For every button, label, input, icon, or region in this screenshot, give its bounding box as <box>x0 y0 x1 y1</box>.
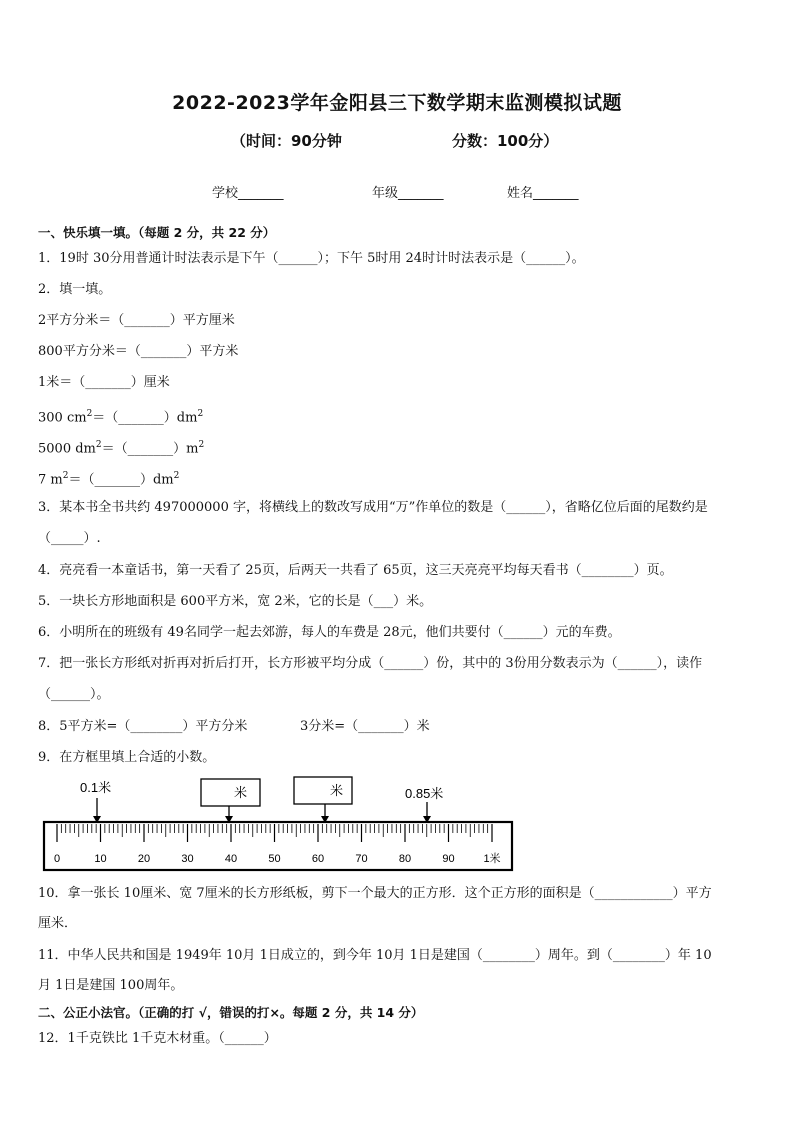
ruler-tick-label: 30 <box>181 853 194 865</box>
question-2b: 800平方分米＝（_______）平方米 <box>38 344 239 359</box>
question-2c: 1米＝（_______）厘米 <box>38 375 170 390</box>
question-8a: 8．5平方米=（________）平方分米 <box>38 719 248 734</box>
question-7-cont: （______）。 <box>38 687 110 702</box>
question-3: 3．某本书全书共约 497000000 字，将横线上的数改写成用“万”作单位的数是（______），省略亿位后面的尾数约是 <box>38 500 708 515</box>
section-2-heading: 二、公正小法官。（正确的打 √，错误的打×。每题 2 分，共 14 分） <box>38 1005 424 1020</box>
exam-time: （时间：90分钟 <box>231 132 342 150</box>
question-4: 4．亮亮看一本童话书，第一天看了 25页，后两天一共看了 65页，这三天亮亮平均每天看书（________）页。 <box>38 563 673 578</box>
ruler-label-left: 0.1米 <box>80 780 112 795</box>
svg-text:米: 米 <box>330 783 344 798</box>
question-6: 6．小明所在的班级有 49名同学一起去郊游，每人的车费是 28元，他们共要付（______）元的车费。 <box>38 625 621 640</box>
svg-text:米: 米 <box>234 785 248 800</box>
grade-field[interactable]: 年级_______ <box>372 186 444 201</box>
answer-box-1 <box>201 779 260 806</box>
question-9: 9．在方框里填上合适的小数。 <box>38 750 216 765</box>
ruler-tick-label: 60 <box>311 853 325 865</box>
section-1-heading: 一、快乐填一填。（每题 2 分，共 22 分） <box>38 225 276 240</box>
ruler-tick-label: 90 <box>442 853 455 865</box>
ruler-tick-label: 10 <box>94 853 107 865</box>
question-11: 11．中华人民共和国是 1949年 10月 1日成立的，到今年 10月 1日是建国（________）周年。到（________）年 10 <box>38 948 712 963</box>
question-2e: 5000 $dm^2=(\_\_\_\_\_\_\_)m^2$ <box>38 440 205 457</box>
question-12: 12．1千克铁比 1千克木材重。（______） <box>38 1031 277 1046</box>
question-8b: 3分米=（_______）米 <box>300 719 430 734</box>
ruler-tick-label: 50 <box>268 853 281 865</box>
question-7: 7．把一张长方形纸对折再对折后打开，长方形被平均分成（______）份，其中的 3份用分数表示为（______），读作 <box>38 656 703 671</box>
question-10-cont: 厘米． <box>38 916 78 931</box>
page-title: 2022-2023学年金阳县三下数学期末监测模拟试题 <box>172 92 622 114</box>
ruler-tick-label: 40 <box>224 853 238 865</box>
question-2f: 7 $m^2=(\_\_\_\_\_\_\_)dm^2$ <box>38 471 180 488</box>
question-3-cont: （_____）. <box>38 531 101 546</box>
question-2: 2．填一填。 <box>38 282 112 297</box>
answer-box-2 <box>294 777 352 804</box>
exam-score: 分数：100分） <box>452 132 559 150</box>
school-field[interactable]: 学校_______ <box>212 186 284 201</box>
question-10: 10．拿一张长 10厘米、宽 7厘米的长方形纸板，剪下一个最大的正方形．这个正方形的面积是（____________）平方 <box>38 886 712 901</box>
ruler-tick-label: 70 <box>355 853 368 865</box>
ruler-figure <box>40 776 520 876</box>
ruler-tick-label: 1米 <box>483 853 501 865</box>
question-2d: 300 $cm^2=(\_\_\_\_\_\_\_)dm^2$ <box>38 409 204 426</box>
ruler-tick-label: 80 <box>398 853 412 865</box>
ruler-tick-label: 20 <box>137 853 151 865</box>
question-11-cont: 月 1日是建国 100周年。 <box>38 978 184 993</box>
ruler-tick-label: 0 <box>53 853 61 865</box>
question-2a: 2平方分米＝（_______）平方厘米 <box>38 313 235 328</box>
ruler-label-right: 0.85米 <box>405 786 444 801</box>
question-1: 1．19时 30分用普通计时法表示是下午（______）；下午 5时用 24时计时法表示是（______）。 <box>38 251 585 266</box>
question-5: 5．一块长方形地面积是 600平方米，宽 2米，它的长是（___）米。 <box>38 594 433 609</box>
name-field[interactable]: 姓名_______ <box>507 186 579 201</box>
